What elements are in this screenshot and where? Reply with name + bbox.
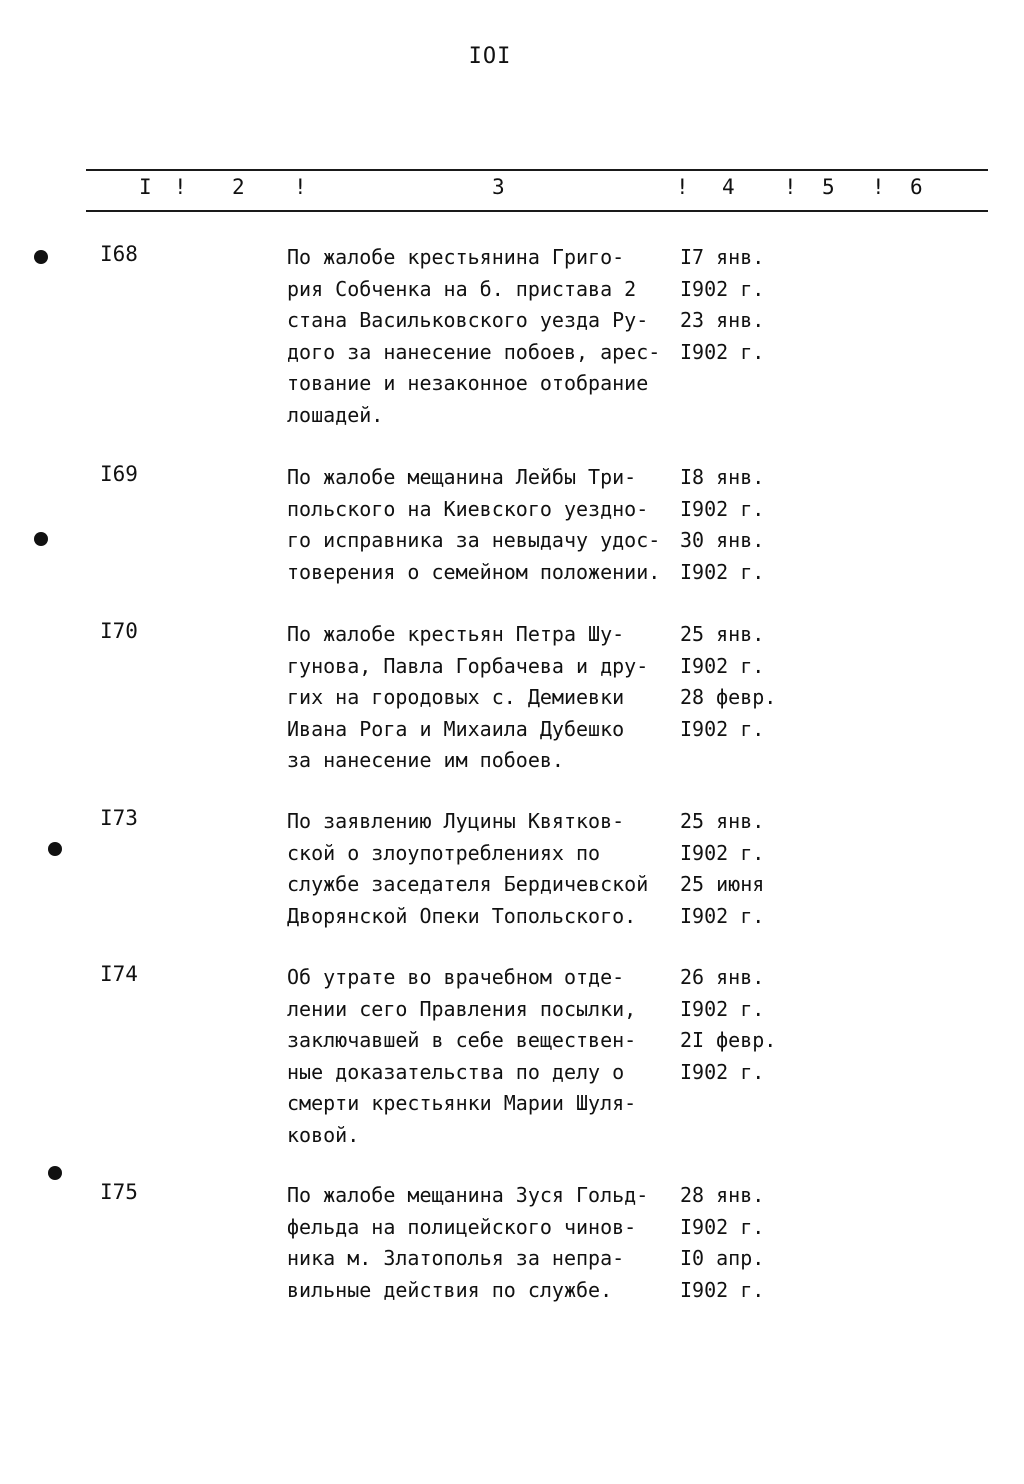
page-number: IOI: [468, 44, 512, 69]
description-line: ковой.: [287, 1122, 360, 1147]
header-separator: !: [174, 175, 187, 199]
table-header-bottom-rule: [86, 210, 988, 212]
date-line: 25 янв.: [680, 622, 765, 646]
punch-hole-mark: [48, 842, 62, 856]
header-separator: !: [784, 175, 797, 199]
description-line: По жалобе крестьян Петра Шу-: [287, 622, 625, 646]
date-line: 25 июня: [680, 872, 765, 896]
header-col-2: 2: [232, 175, 245, 199]
description-line: По жалобе мещанина Лейбы Три-: [287, 465, 637, 489]
date-line: I902 г.: [680, 276, 765, 301]
description-line: Ивана Рога и Михаила Дубешко: [287, 716, 625, 741]
entry-description: [287, 242, 677, 431]
description-line: заключавшей в себе веществен-: [287, 1028, 637, 1052]
table-header-top-rule: [86, 169, 988, 171]
punch-hole-mark: [34, 250, 48, 264]
date-line: 28 янв.: [680, 1183, 765, 1207]
description-line: дого за нанесение побоев, арес-: [287, 339, 661, 364]
date-line: I902 г.: [680, 1059, 765, 1084]
entry-dates: [680, 619, 776, 745]
description-line: гих на городовых с. Демиевки: [287, 685, 625, 709]
description-line: смерти крестьянки Марии Шуля-: [287, 1091, 637, 1115]
entry-number: I70: [100, 619, 138, 643]
description-line: лении сего Правления посылки,: [287, 996, 637, 1021]
description-line: рия Собченка на б. пристава 2: [287, 276, 637, 301]
header-col-4: 4: [722, 175, 735, 199]
entry-number: I73: [100, 806, 138, 830]
date-line: I902 г.: [680, 339, 765, 364]
entry-description: [287, 462, 677, 588]
description-line: стана Васильковского уезда Ру-: [287, 308, 649, 332]
description-line: ные доказательства по делу о: [287, 1059, 625, 1084]
entry-number: I75: [100, 1180, 138, 1204]
entry-dates: [680, 962, 776, 1088]
description-line: Об утрате во врачебном отде-: [287, 965, 625, 989]
header-col-5: 5: [822, 175, 835, 199]
date-line: 23 янв.: [680, 308, 765, 332]
table-header: [0, 175, 1024, 205]
description-line: гунова, Павла Горбачева и дру-: [287, 653, 649, 678]
date-line: I902 г.: [680, 996, 765, 1021]
header-col-6: 6: [910, 175, 923, 199]
date-line: 30 янв.: [680, 528, 765, 552]
header-separator: !: [294, 175, 307, 199]
description-line: службе заседателя Бердичевской: [287, 872, 649, 896]
date-line: I8 янв.: [680, 465, 765, 489]
date-line: 25 янв.: [680, 809, 765, 833]
description-line: По заявлению Луцины Квятков-: [287, 809, 625, 833]
date-line: 26 янв.: [680, 965, 765, 989]
date-line: I902 г.: [680, 1277, 765, 1302]
entry-dates: [680, 1180, 764, 1306]
description-line: тование и незаконное отобрание: [287, 371, 649, 395]
date-line: I902 г.: [680, 903, 765, 928]
date-line: I902 г.: [680, 840, 765, 865]
entry-description: [287, 619, 677, 777]
description-line: вильные действия по службе.: [287, 1277, 613, 1302]
date-line: I7 янв.: [680, 245, 765, 269]
entry-dates: [680, 806, 764, 932]
date-line: I902 г.: [680, 716, 765, 741]
description-line: ника м. Златополья за непра-: [287, 1246, 625, 1270]
header-separator: !: [872, 175, 885, 199]
punch-hole-mark: [48, 1166, 62, 1180]
punch-hole-mark: [34, 532, 48, 546]
entry-dates: [680, 462, 764, 588]
header-col-3: 3: [492, 175, 505, 199]
date-line: I902 г.: [680, 1214, 765, 1239]
description-line: По жалобе мещанина Зуся Гольд-: [287, 1183, 649, 1207]
description-line: за нанесение им побоев.: [287, 748, 564, 772]
date-line: I902 г.: [680, 653, 765, 678]
header-col-1: I: [139, 175, 152, 199]
date-line: I902 г.: [680, 559, 765, 584]
date-line: 2I февр.: [680, 1028, 777, 1052]
description-line: ской о злоупотреблениях по: [287, 840, 601, 865]
description-line: По жалобе крестьянина Григо-: [287, 245, 625, 269]
entry-dates: [680, 242, 764, 368]
entry-description: [287, 806, 677, 932]
header-separator: !: [676, 175, 689, 199]
description-line: лошадей.: [287, 402, 384, 427]
entry-description: [287, 962, 677, 1151]
date-line: I902 г.: [680, 496, 765, 521]
date-line: 28 февр.: [680, 685, 777, 709]
date-line: I0 апр.: [680, 1246, 765, 1270]
description-line: Дворянской Опеки Топольского.: [287, 903, 637, 928]
description-line: товерения о семейном положении.: [287, 559, 661, 584]
entry-number: I69: [100, 462, 138, 486]
description-line: польского на Киевского уездно-: [287, 496, 649, 521]
description-line: го исправника за невыдачу удос-: [287, 528, 661, 552]
entry-number: I68: [100, 242, 138, 266]
description-line: фельда на полицейского чинов-: [287, 1214, 637, 1239]
entry-number: I74: [100, 962, 138, 986]
entry-description: [287, 1180, 677, 1306]
